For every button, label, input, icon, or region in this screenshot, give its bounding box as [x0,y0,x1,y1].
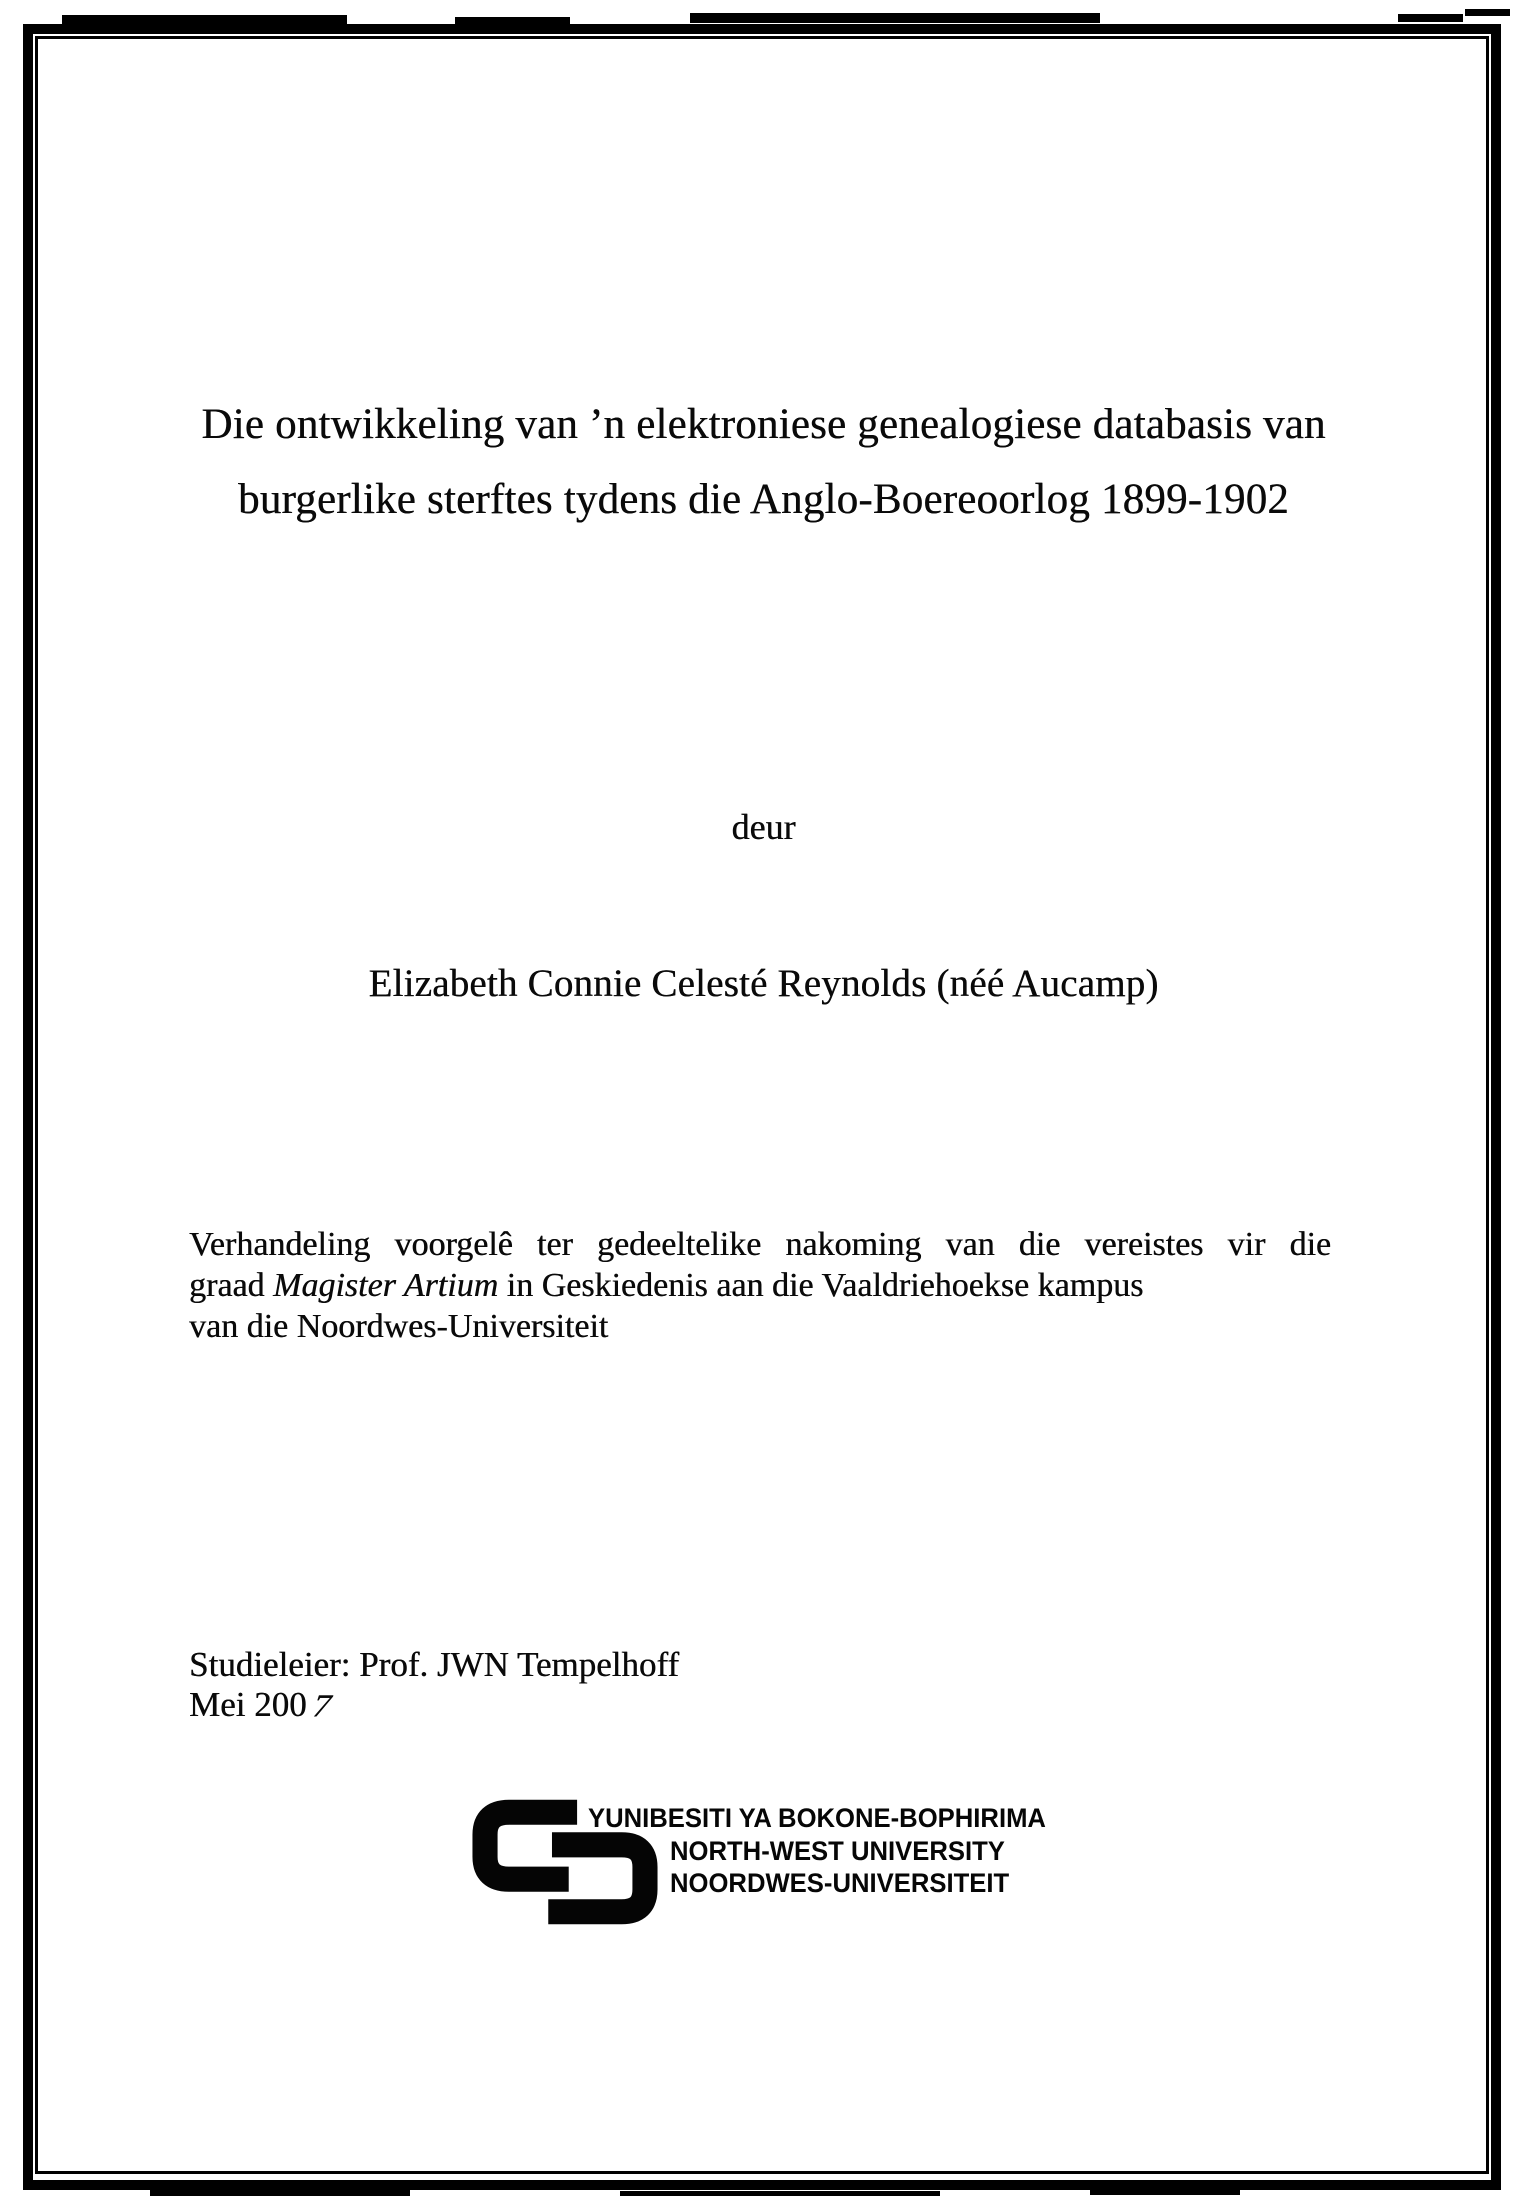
scan-artifact [690,13,1100,23]
degree-statement-line-1: Verhandeling voorgelê ter gedeeltelike nakoming van die vereistes vir die [189,1226,1331,1263]
scan-artifact [150,2190,410,2196]
logo-text-setswana: YUNIBESITI YA BOKONE-BOPHIRIMA [588,1803,1046,1833]
degree-statement-line-2 [189,1265,1331,1306]
thesis-title-line-2: burgerlike sterftes tydens die Anglo-Boereoorlog 1899-1902 [238,476,1289,523]
date-line [189,1685,679,1725]
logo-text-afrikaans: NOORDWES-UNIVERSITEIT [670,1868,1010,1898]
scan-artifact [1090,2190,1240,2195]
supervisor-line: Studieleier: Prof. JWN Tempelhoff [189,1645,680,1684]
degree-statement-line-2-post: in Geskiedenis aan die Vaaldriehoekse kampus [498,1267,1144,1304]
degree-statement-line-2-pre: graad [189,1267,274,1304]
degree-name-italic: Magister Artium [273,1267,499,1304]
scan-artifact [620,2191,940,2196]
degree-statement [189,1224,1331,1347]
scan-artifact [455,17,570,25]
scan-artifact [1398,14,1463,22]
thesis-title-line-1: Die ontwikkeling van ’n elektroniese genealogiese databasis van [201,401,1326,448]
supervisor-block [189,1645,679,1725]
byline: deur [731,807,796,847]
scan-artifact [1465,9,1510,16]
date-last-digit: 7 [306,1688,337,1725]
scan-artifact [62,15,347,25]
degree-statement-line-3: van die Noordwes-Universiteit [189,1308,609,1345]
logo-text-english: NORTH-WEST UNIVERSITY [670,1836,1005,1866]
date-prefix: Mei 200 [189,1685,307,1724]
author-name: Elizabeth Connie Celesté Reynolds (néé Aucamp) [368,962,1159,1005]
